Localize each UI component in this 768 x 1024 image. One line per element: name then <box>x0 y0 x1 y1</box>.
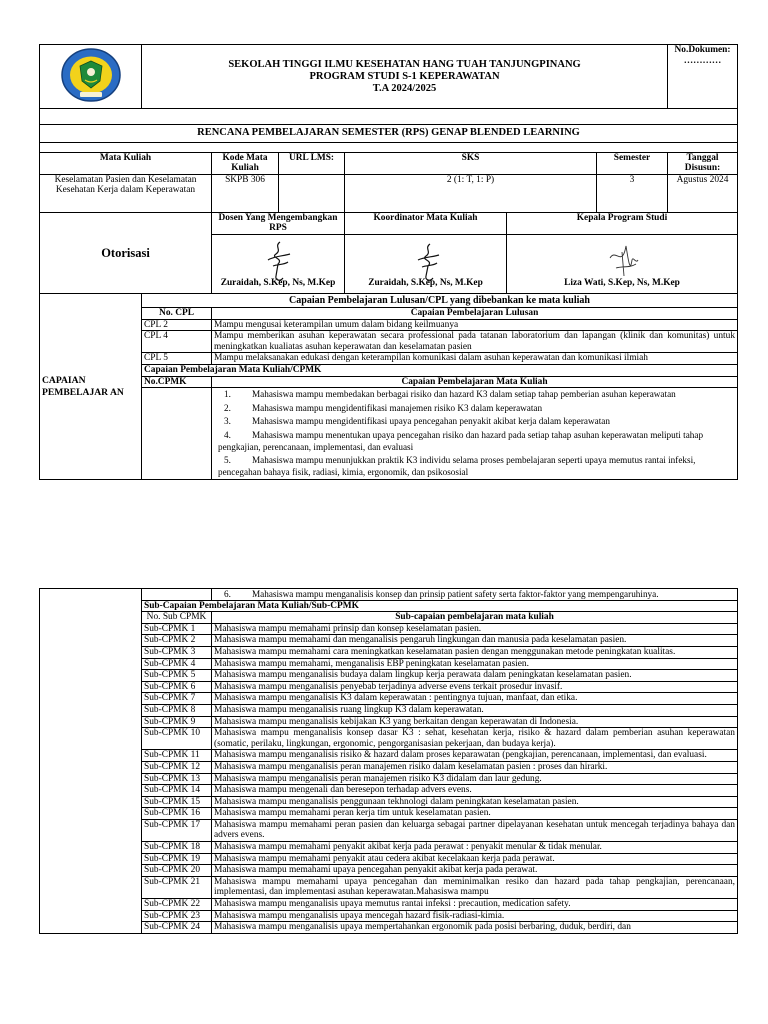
sks-label: SKS <box>345 152 597 174</box>
signature-icon <box>258 238 298 284</box>
sub-cpmk-section-title: Sub-Capaian Pembelajaran Mata Kuliah/Sub-CPMK <box>142 600 738 612</box>
sub-cpmk-no: Sub-CPMK 7 <box>142 693 212 705</box>
authorization-label: Otorisasi <box>40 212 212 293</box>
cpmk-text: Mahasiswa mampu menganalisis konsep dan prinsip patient safety serta faktor-faktor yang mempengaruhinya. <box>252 589 659 599</box>
table-row <box>40 658 738 670</box>
sub-cpmk-desc: Mahasiswa mampu menganalisis penggunaan tekhnologi dalam peningkatan keselamatan pasien. <box>212 796 738 808</box>
sks-value: 2 (1: T, 1: P) <box>345 174 597 212</box>
course-name-value: Keselamatan Pasien dan Keselamatan Kesehatan Kerja dalam Keperawatan <box>40 174 212 212</box>
table-row <box>40 728 738 750</box>
table-row <box>40 635 738 647</box>
sub-cpmk-desc: Mahasiswa mampu menganalisis K3 dalam keperawatan : pentingnya tujuan, manfaat, dan etika. <box>212 693 738 705</box>
coordinator-role: Koordinator Mata Kuliah <box>345 212 507 234</box>
developer-name: Zuraidah, S.Kep, Ns, M.Kep <box>220 278 336 289</box>
table-row <box>40 865 738 877</box>
cpmk-section-title: Capaian Pembelajaran Mata Kuliah/CPMK <box>142 364 738 376</box>
sub-cpmk-desc: Mahasiswa mampu menganalisis budaya dalam lingkup kerja perawata dalam peningkatan keselamatan pasien. <box>212 670 738 682</box>
cpl-no: CPL 2 <box>142 319 212 331</box>
table-row <box>40 646 738 658</box>
sub-cpmk-desc: Mahasiswa mampu menganalisis ruang lingkup K3 dalam keperawatan. <box>212 704 738 716</box>
semester-value: 3 <box>597 174 668 212</box>
cpl-desc: Mampu mengusai keterampilan umum dalam bidang keilmuanya <box>212 319 738 331</box>
table-row <box>40 819 738 841</box>
sub-cpmk-table <box>39 588 738 934</box>
list-item <box>212 388 737 402</box>
table-row <box>40 773 738 785</box>
sub-cpmk-no: Sub-CPMK 14 <box>142 785 212 797</box>
cpmk-number: 6. <box>224 589 231 599</box>
semester-label: Semester <box>597 152 668 174</box>
coordinator-signature-cell <box>345 234 507 293</box>
sub-cpmk-no: Sub-CPMK 1 <box>142 623 212 635</box>
cpl-section-title: Capaian Pembelajaran Lulusan/CPL yang dibebankan ke mata kuliah <box>142 293 738 307</box>
sub-cpmk-no: Sub-CPMK 23 <box>142 910 212 922</box>
cpl-desc-header: Capaian Pembelajaran Lulusan <box>212 307 738 319</box>
sub-cpmk-desc: Mahasiswa mampu memahami upaya pencegahan dan meminimalkan resiko dan hazard pada tahap pengkajian, perencanaan, implementasi, dan implementasi asuhan keperawatan.Mahasiswa mampu <box>212 876 738 898</box>
sub-cpmk-desc: Mahasiswa mampu memahami prinsip dan konsep keselamatan pasien. <box>212 623 738 635</box>
table-row <box>40 704 738 716</box>
cpmk-text: Mahasiswa mampu membedakan berbagai risiko dan hazard K3 dalam setiap tahap pemberian asuhan keperawatan <box>252 389 676 400</box>
academic-year: T.A 2024/2025 <box>372 82 437 94</box>
sub-cpmk-desc: Mahasiswa mampu memahami dan menganalisis pengaruh lingkungan dan manusia pada keselamatan pasien. <box>212 635 738 647</box>
sub-cpmk-no: Sub-CPMK 17 <box>142 819 212 841</box>
rps-title: RENCANA PEMBELAJARAN SEMESTER (RPS) GENAP BLENDED LEARNING <box>40 125 738 143</box>
sub-cpmk-desc: Mahasiswa mampu menganalisis risiko & hazard dalam proses keparawatan (pengkajian, perencanaan, implementasi, dan evaluasi. <box>212 750 738 762</box>
cpmk-number: 1. <box>224 389 231 400</box>
head-role: Kepala Program Studi <box>507 212 738 234</box>
rps-page-1 <box>39 44 737 480</box>
sub-cpmk-no: Sub-CPMK 4 <box>142 658 212 670</box>
table-row <box>40 899 738 911</box>
table-row <box>40 842 738 854</box>
sub-cpmk-no: Sub-CPMK 10 <box>142 728 212 750</box>
table-row <box>40 681 738 693</box>
date-value: Agustus 2024 <box>668 174 738 212</box>
sub-cpmk-no: Sub-CPMK 21 <box>142 876 212 898</box>
sub-cpmk-no: Sub-CPMK 2 <box>142 635 212 647</box>
logo-cell <box>40 45 142 109</box>
coordinator-name: Zuraidah, S.Kep, Ns, M.Kep <box>368 278 483 289</box>
sub-cpmk-no-header: No. Sub CPMK <box>142 612 212 624</box>
cpmk-no-header: No.CPMK <box>142 376 212 388</box>
cpmk-number: 4. <box>224 429 231 440</box>
lms-url-value <box>279 174 345 212</box>
sub-cpmk-no: Sub-CPMK 22 <box>142 899 212 911</box>
sub-cpmk-desc: Mahasiswa mampu mengenali dan beresepon terhadap advers evens. <box>212 785 738 797</box>
sub-cpmk-no: Sub-CPMK 19 <box>142 853 212 865</box>
date-label: Tanggal Disusun: <box>668 152 738 174</box>
cpl-no: CPL 5 <box>142 353 212 365</box>
side-empty <box>40 589 142 934</box>
university-seal-icon <box>60 47 122 103</box>
cpmk-no-empty <box>142 388 212 480</box>
sub-cpmk-no: Sub-CPMK 8 <box>142 704 212 716</box>
cpmk-number: 3. <box>224 416 231 427</box>
sub-cpmk-no: Sub-CPMK 5 <box>142 670 212 682</box>
sub-cpmk-desc: Mahasiswa mampu menganalisis upaya memutus rantai infeksi : precaution, medication safety. <box>212 899 738 911</box>
program-name: PROGRAM STUDI S-1 KEPERAWATAN <box>309 70 500 82</box>
course-code-label: Kode Mata Kuliah <box>212 152 279 174</box>
developer-role: Dosen Yang Mengembangkan RPS <box>212 212 345 234</box>
sub-cpmk-no: Sub-CPMK 12 <box>142 761 212 773</box>
cpmk-text: Mahasiswa mampu mengidentifikasi manajemen risiko K3 dalam keperawatan <box>252 402 543 413</box>
sub-cpmk-desc: Mahasiswa mampu memahami upaya pencegahan penyakit akibat kerja pada perawat. <box>212 865 738 877</box>
document-number-label: No.Dokumen: <box>674 45 731 55</box>
list-item <box>212 415 737 429</box>
table-row <box>40 331 738 353</box>
cpmk-text: Mahasiswa mampu menentukan upaya pencegahan risiko dan hazard pada setiap tahap asuhan keperawatan meliputi tahap pengkajian, perencanaan, implementasi, dan evaluasi <box>218 429 704 452</box>
course-name-label: Mata Kuliah <box>40 152 212 174</box>
table-row <box>40 853 738 865</box>
sub-cpmk-desc: Mahasiswa mampu memahami penyakit atau cedera akibat kecelakaan kerja pada perawat. <box>212 853 738 865</box>
cpmk-list <box>212 388 738 480</box>
head-signature-cell <box>507 234 738 293</box>
signature-icon <box>602 238 642 284</box>
head-name: Liza Wati, S.Kep, Ns, M.Kep <box>564 278 680 289</box>
institution-header <box>142 45 668 109</box>
list-item <box>212 402 737 416</box>
sub-cpmk-desc: Mahasiswa mampu menganalisis peran manajemen risiko K3 didalam dan laur gedung. <box>212 773 738 785</box>
table-row <box>40 353 738 365</box>
sub-cpmk-desc-header: Sub-capaian pembelajaran mata kuliah <box>212 612 738 624</box>
sub-cpmk-no: Sub-CPMK 18 <box>142 842 212 854</box>
cpl-desc: Mampu memberikan asuhan keperawatan secara professional pada tatanan laboratorium dan lapangan (klinik dan komunitas) untuk meningkatkan kualiatas asuhan keperawatan dan keselamatan pasien <box>212 331 738 353</box>
list-item <box>212 454 737 479</box>
table-row <box>40 623 738 635</box>
sub-cpmk-desc: Mahasiswa mampu menganalisis kebijakan K3 yang berkaitan dengan keperawatan di Indonesia. <box>212 716 738 728</box>
cpl-no: CPL 4 <box>142 331 212 353</box>
sub-cpmk-desc: Mahasiswa mampu menganalisis upaya mempertahankan ergonomik pada posisi berbaring, duduk, berdiri, dan <box>212 922 738 934</box>
sub-cpmk-no: Sub-CPMK 16 <box>142 808 212 820</box>
table-row <box>40 796 738 808</box>
sub-cpmk-desc: Mahasiswa mampu memahami penyakit akibat kerja pada perawat : penyakit menular & tidak menular. <box>212 842 738 854</box>
table-row <box>40 716 738 728</box>
table-row <box>40 670 738 682</box>
sub-cpmk-desc: Mahasiswa mampu menganalisis konsep dasar K3 : sehat, kesehatan kerja, risiko & hazard dalam pemberian asuhan keperawatan (somatic, perilaku, lingkungan, ergonomic, pengorganisasian pekerjaan, dan budaya kerja). <box>212 728 738 750</box>
signature-icon <box>406 238 446 284</box>
cpmk-text: Mahasiswa mampu mengidentifikasi upaya pencegahan penyakit akibat kerja dalam keperawatan <box>252 416 610 427</box>
sub-cpmk-no: Sub-CPMK 3 <box>142 646 212 658</box>
developer-signature-cell <box>212 234 345 293</box>
cpl-no-header: No. CPL <box>142 307 212 319</box>
table-row <box>40 922 738 934</box>
document-number-cell <box>668 45 738 109</box>
sub-cpmk-desc: Mahasiswa mampu memahami peran pasien dan keluarga sebagai partner dipelayanan kesehatan untuk mencegah terjadinya bahaya dan advers evens. <box>212 819 738 841</box>
cpmk-text: Mahasiswa mampu menunjukkan praktik K3 individu selama proses pembelajaran seperti upaya memutus rantai infeksi, pencegahan bahaya fisik, radiasi, kimia, ergonomik, dan psikososial <box>218 455 696 477</box>
sub-cpmk-desc: Mahasiswa mampu memahami, menganalisis EBP peningkatan keselamatan pasien. <box>212 658 738 670</box>
cpmk-no-empty <box>142 589 212 601</box>
cpmk-desc-header: Capaian Pembelajaran Mata Kuliah <box>212 376 738 388</box>
table-row <box>40 785 738 797</box>
cpl-desc: Mampu melaksanakan edukasi dengan keterampilan komunikasi dalam asuhan keperawatan dan komunikasi ilmiah <box>212 353 738 365</box>
table-row <box>40 876 738 898</box>
sub-cpmk-no: Sub-CPMK 15 <box>142 796 212 808</box>
cpmk-number: 5. <box>224 455 231 466</box>
sub-cpmk-no: Sub-CPMK 13 <box>142 773 212 785</box>
course-code-value: SKPB 306 <box>212 174 279 212</box>
table-row <box>40 808 738 820</box>
sub-cpmk-desc: Mahasiswa mampu menganalisis penyebab terjadinya adverse evens terkait prosedur invasif. <box>212 681 738 693</box>
rps-header-table <box>39 44 738 480</box>
sub-cpmk-desc: Mahasiswa mampu memahami peran kerja tim untuk keselamatan pasien. <box>212 808 738 820</box>
table-row <box>40 910 738 922</box>
learning-outcomes-side-label: CAPAIAN PEMBELAJAR AN <box>40 293 142 479</box>
lms-url-label: URL LMS: <box>279 152 345 174</box>
table-row <box>40 750 738 762</box>
sub-cpmk-desc: Mahasiswa mampu menganalisis upaya mencegah hazard fisik-radiasi-kimia. <box>212 910 738 922</box>
list-item <box>212 589 738 601</box>
sub-cpmk-no: Sub-CPMK 6 <box>142 681 212 693</box>
institution-name: SEKOLAH TINGGI ILMU KESEHATAN HANG TUAH TANJUNGPINANG <box>228 58 581 70</box>
sub-cpmk-no: Sub-CPMK 9 <box>142 716 212 728</box>
rps-page-2 <box>39 588 737 934</box>
list-item <box>212 429 737 454</box>
sub-cpmk-no: Sub-CPMK 24 <box>142 922 212 934</box>
sub-cpmk-no: Sub-CPMK 11 <box>142 750 212 762</box>
sub-cpmk-desc: Mahasiswa mampu menganalisis peran manajemen risiko dalam keselamatan pasien : proses dan hirarki. <box>212 761 738 773</box>
cpmk-number: 2. <box>224 402 231 413</box>
table-row <box>40 693 738 705</box>
table-row <box>40 761 738 773</box>
sub-cpmk-desc: Mahasiswa mampu memahami cara meningkatkan keselamatan pasien dengan menggunakan metode peningkatan kualitas. <box>212 646 738 658</box>
table-row <box>40 319 738 331</box>
document-number-value: ………… <box>683 55 722 66</box>
sub-cpmk-no: Sub-CPMK 20 <box>142 865 212 877</box>
